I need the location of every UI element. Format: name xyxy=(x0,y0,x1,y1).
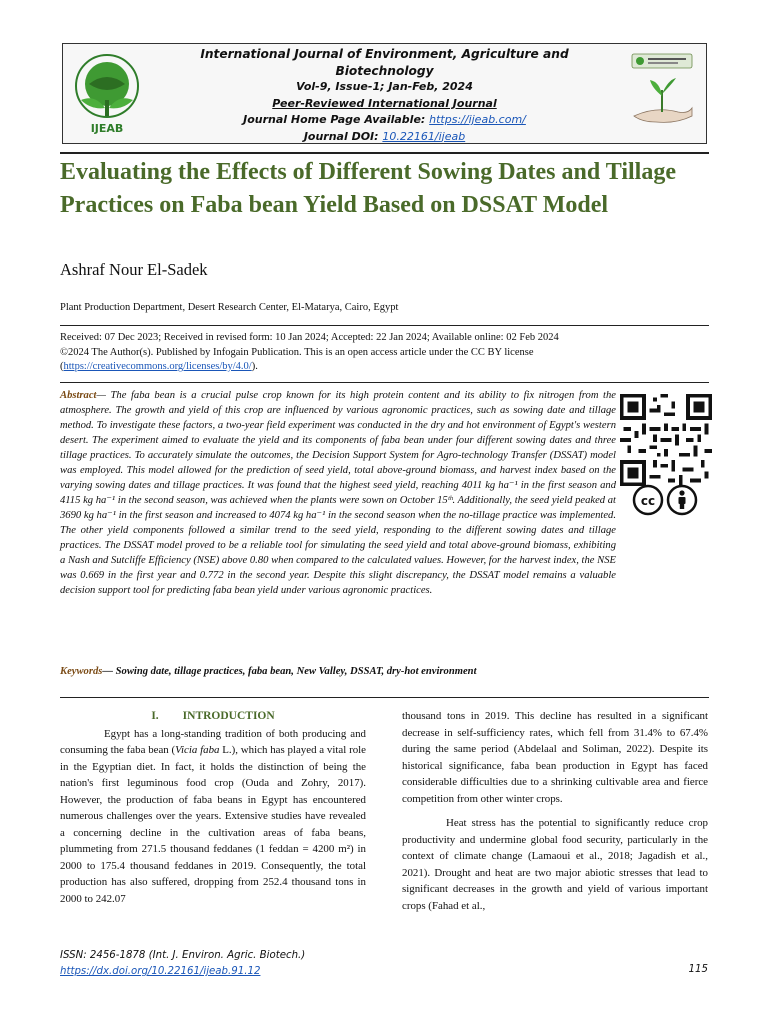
right-column xyxy=(402,708,708,914)
abstract-label: Abstract xyxy=(60,390,97,401)
intro-paragraph xyxy=(60,726,366,908)
divider xyxy=(60,325,709,326)
section-heading xyxy=(60,708,366,725)
license-paren-close: ). xyxy=(251,361,258,372)
divider xyxy=(60,382,709,383)
svg-text:IJEAB: IJEAB xyxy=(90,122,124,135)
journal-info xyxy=(153,46,616,145)
keywords-dash: — xyxy=(102,666,116,677)
svg-text:cc: cc xyxy=(640,494,656,508)
article-doi-link[interactable]: https://dx.doi.org/10.22161/ijeab.91.12 xyxy=(60,966,261,977)
divider xyxy=(60,152,709,154)
homepage-line xyxy=(153,112,616,129)
paragraph: thousand tons in 2019. This decline has resulted in a significant decrease in self-sufficiency rates, which fell from 31.4% to 67.4% during the same period (Abdelaal and Soliman, 2022). Despite its historical significance, faba bean production in Egypt has faced considerable difficulties due to a shrinking cultivable area and fierce competition from other winter crops. xyxy=(402,710,708,805)
paper-title: Evaluating the Effects of Different Sowing Dates and Tillage Practices on Faba bean Yield Based on DSSAT Model xyxy=(60,159,676,218)
keywords-text: Sowing date, tillage practices, faba bean, New Valley, DSSAT, dry-hot environment xyxy=(115,666,477,677)
qr-code-icon[interactable] xyxy=(620,394,712,486)
abstract-dash: — xyxy=(96,390,111,401)
license-text: ©2024 The Author(s). Published by Infogain Publication. This is an open access article under the CC BY license xyxy=(60,346,534,358)
article-history xyxy=(60,331,708,375)
abstract xyxy=(60,388,616,598)
journal-volume: Vol-9, Issue-1; Jan-Feb, 2024 xyxy=(296,80,473,93)
page-number: 115 xyxy=(688,964,708,975)
author-name: Ashraf Nour El-Sadek xyxy=(60,260,208,279)
issn: ISSN: 2456-1878 (Int. J. Environ. Agric. Biotech.) xyxy=(60,950,306,961)
article-dates: Received: 07 Dec 2023; Received in revised form: 10 Jan 2024; Accepted: 22 Jan 2024; Available online: 02 Feb 2024 xyxy=(60,332,559,343)
doi-line xyxy=(153,129,616,146)
paragraph: Heat stress has the potential to significantly reduce crop productivity and undermine global food security, particularly in the context of climate change (Lamaoui et al., 2018; Jagadish et al., 2021). Drought and heat are two major abiotic stresses that lead to significant decreases in the growth and yield of various important crops (Fahad et al., xyxy=(402,817,708,912)
journal-doi-link[interactable]: 10.22161/ijeab xyxy=(382,129,466,143)
license-link[interactable]: https://creativecommons.org/licenses/by/4.0/ xyxy=(63,361,252,372)
keywords-label: Keywords xyxy=(60,666,103,677)
license-paren-open: ( xyxy=(60,361,64,372)
section-number: I. xyxy=(151,710,159,722)
license-line xyxy=(60,360,708,375)
homepage-label: Journal Home Page Available: xyxy=(243,113,430,126)
keywords xyxy=(60,666,477,677)
intro-text-a: Egypt has a long-standing tradition of both producing and consuming the faba bean ( xyxy=(60,727,366,756)
cc-by-license-icon[interactable] xyxy=(632,484,702,516)
journal-logo-icon xyxy=(71,50,143,138)
left-column xyxy=(60,708,366,907)
doi-label: Journal DOI: xyxy=(303,129,383,143)
journal-header xyxy=(62,43,707,144)
intro-text-b: L.), which has played a vital role in the Egyptian diet. In fact, it holds the distinction of being the nation's first leguminous food crop (Ouda and Zohry, 2017). However, the production of faba beans in Egypt has encountered numerous challenges over the years. Extensive studies have revealed a concerning decline in the cultivation areas of faba beans, plummeting from 271.5 thousand feddanes (1 feddan = 4200 m²) in 2000 to 175.4 thousand feddanes in 2019. Consequently, the total production has also suffered, dropping from 252.4 thousand tons in 2000 to 242.07 xyxy=(60,744,366,905)
footer xyxy=(60,948,305,980)
affiliation: Plant Production Department, Desert Research Center, El-Matarya, Cairo, Egypt xyxy=(60,302,399,313)
species-name: Vicia faba xyxy=(175,744,220,756)
journal-title: International Journal of Environment, Agriculture and Biotechnology xyxy=(200,47,569,78)
divider xyxy=(60,697,709,698)
peer-reviewed-label: Peer-Reviewed International Journal xyxy=(272,96,497,110)
homepage-link[interactable]: https://ijeab.com/ xyxy=(429,113,526,126)
hand-plant-icon xyxy=(626,50,698,138)
abstract-text: The faba bean is a crucial pulse crop known for its high protein content and its ability to fix nitrogen from the atmosphere. The growth and yield of this crop are influenced by various agronomic practices, such as sowing date and tillage method. To investigate these factors, a two-year field experiment was conducted in the dry and hot environment of Egypt's western desert. The experiment aimed to evaluate the yield and its components of faba bean under four different sowing dates and three tillage practices. To accurately simulate the outcomes, the Decision Support System for Agro-technology Transfer (DSSAT) model was employed. This model allowed for the prediction of seed yield, total above-ground biomass, and harvest index based on the varying sowing dates and tillage practices. It was found that the highest seed yield, reaching 4011 kg ha⁻¹ in the first season and 4115 kg ha⁻¹ in the second season, was achieved when the plants were sown on October 15ᵗʰ. Additionally, the seed yield peaked at 3690 kg ha⁻¹ in the first season and increased to 4074 kg ha⁻¹ in the second season when the no-tillage practice was implemented. The other yield components followed a similar trend to the seed yield, responding to the different sowing dates and tillage practices. The DSSAT model proved to be a reliable tool for simulating the seed yield and total above-ground biomass, exhibiting a Nash and Sutcliffe Efficiency (NSE) above 0.80 when compared to the calculated values. However, for the harvest index, the NSE was 0.669 in the first year and 0.772 in the second year. Despite this slight discrepancy, the DSSAT model remains a valuable decision support tool for predicting faba bean yield under various agronomic practices. xyxy=(60,390,616,596)
section-title: INTRODUCTION xyxy=(182,710,275,722)
